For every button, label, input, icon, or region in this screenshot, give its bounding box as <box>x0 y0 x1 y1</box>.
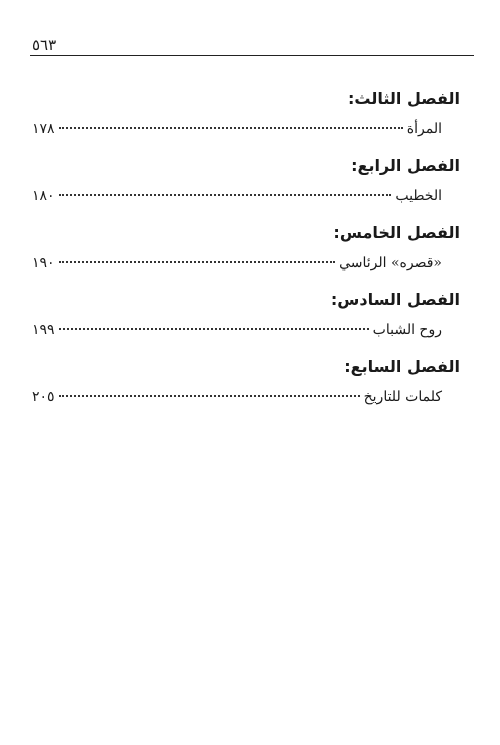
entry-page-number: ١٩٩ <box>32 322 55 338</box>
entry-title: «قصره» الرئاسي <box>339 255 442 271</box>
entry-page-number: ٢٠٥ <box>32 389 55 405</box>
toc-entry <box>32 319 460 341</box>
header-rule <box>30 55 474 56</box>
chapter-heading: الفصل الرابع: <box>351 156 460 175</box>
dot-leader <box>59 395 360 397</box>
entry-title: روح الشباب <box>372 322 442 338</box>
chapter-heading: الفصل السادس: <box>330 290 460 309</box>
chapter-7 <box>32 356 460 408</box>
dot-leader <box>59 261 336 263</box>
chapter-heading: الفصل الثالث: <box>348 89 460 108</box>
chapter-6 <box>32 289 460 341</box>
entry-page-number: ١٧٨ <box>32 121 55 137</box>
toc-entry <box>32 252 460 274</box>
entry-title: كلمات للتاريخ <box>363 389 442 405</box>
chapter-3 <box>32 88 460 140</box>
table-of-contents <box>32 88 460 423</box>
toc-entry <box>32 118 460 140</box>
chapter-5 <box>32 222 460 274</box>
entry-title: الخطيب <box>395 188 442 204</box>
entry-title: المرأة <box>406 121 442 137</box>
chapter-4 <box>32 155 460 207</box>
entry-page-number: ١٩٠ <box>32 255 55 271</box>
page-number: ٥٦٣ <box>32 36 57 54</box>
dot-leader <box>59 194 392 196</box>
chapter-heading: الفصل الخامس: <box>333 223 460 242</box>
entry-page-number: ١٨٠ <box>32 188 55 204</box>
toc-entry <box>32 386 460 408</box>
toc-entry <box>32 185 460 207</box>
chapter-heading: الفصل السابع: <box>344 357 460 376</box>
dot-leader <box>59 127 403 129</box>
dot-leader <box>59 328 369 330</box>
